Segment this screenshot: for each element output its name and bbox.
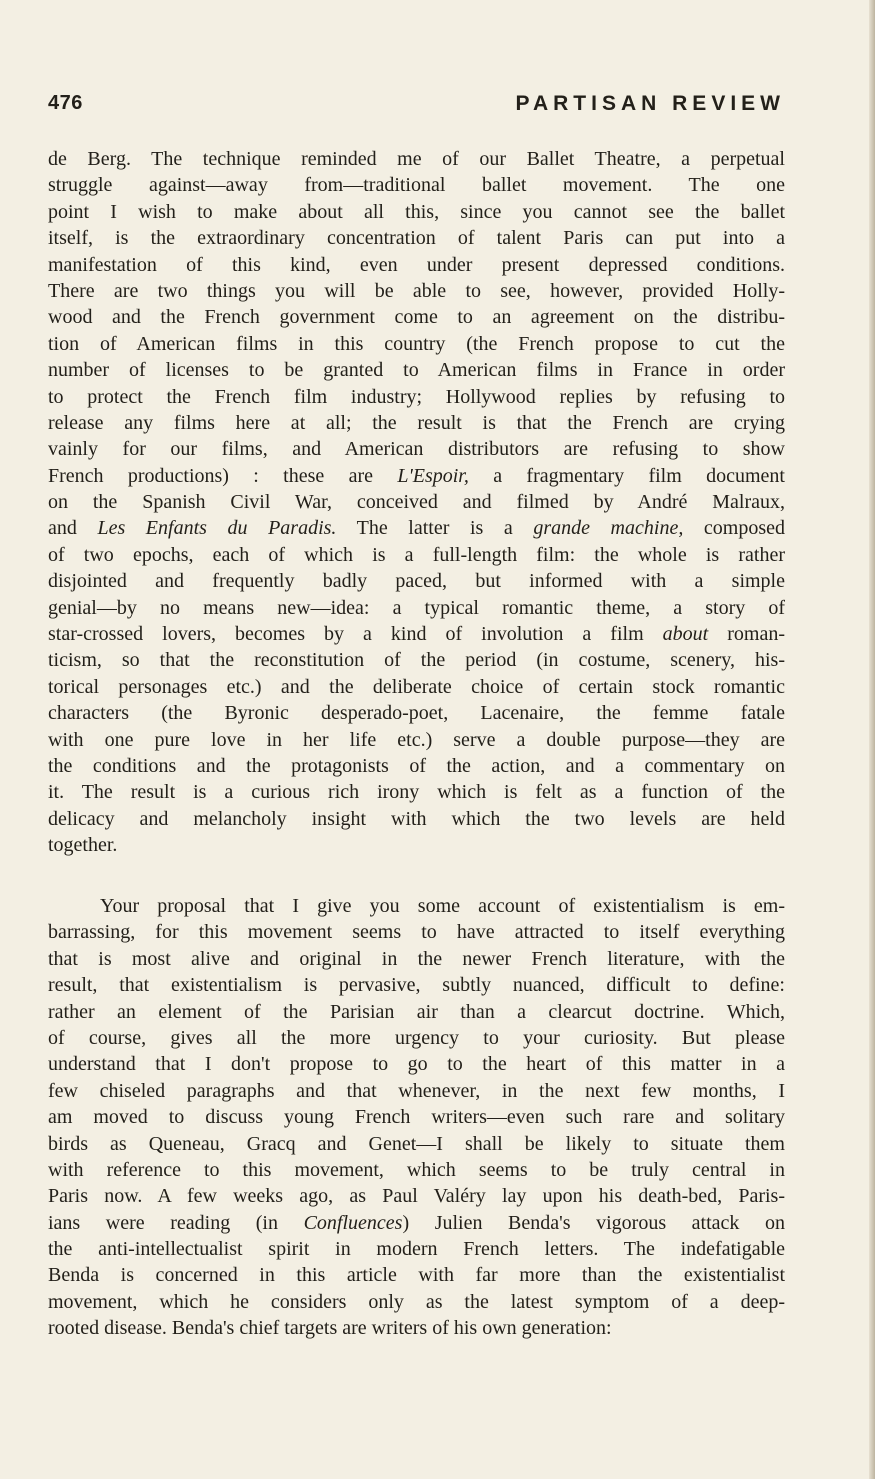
text-line [48,999,785,1025]
text-line [48,199,785,225]
text-segment: number of licenses to be granted to American films in France in order [48,359,785,382]
text-line [48,1289,785,1315]
text-segment: roman- [708,623,785,646]
text-line [48,753,785,779]
text-segment: French productions) : these are [48,464,398,487]
text-line [48,463,785,489]
text-segment: with one pure love in her life etc.) serve a double purpose—they are [48,728,785,751]
text-line [48,1210,785,1236]
text-segment: point I wish to make about all this, since you cannot see the ballet [48,200,785,223]
text-line [48,946,785,972]
text-line [48,146,785,172]
text-line [48,832,785,858]
text-segment: disjointed and frequently badly paced, but informed with a simple [48,570,785,593]
text-line [48,1262,785,1288]
journal-title: PARTISAN REVIEW [515,92,785,115]
text-line [48,1315,785,1341]
italic-text: Confluences [303,1211,403,1234]
text-segment: ians were reading (in [48,1211,304,1234]
text-segment: a fragmentary film document [468,464,785,487]
italic-text: about [662,623,709,646]
text-line [48,568,785,594]
text-segment: of course, gives all the more urgency to your curiosity. But please [48,1026,785,1049]
text-line [48,806,785,832]
text-segment: movement, which he considers only as the latest symptom of a deep- [48,1290,785,1313]
text-line [48,172,785,198]
text-segment: Benda is concerned in this article with far more than the existentialist [48,1264,785,1287]
text-line [48,252,785,278]
text-segment: wood and the French government come to an agreement on the distribu- [48,306,785,329]
text-segment: on the Spanish Civil War, conceived and filmed by André Malraux, [48,491,785,514]
text-segment: torical personages etc.) and the deliberate choice of certain stock romantic [48,675,785,698]
text-segment: of two epochs, each of which is a full-length film: the whole is rather [48,543,785,566]
text-segment: delicacy and melancholy insight with which the two levels are held [48,807,785,830]
paragraph-ballet-films [48,146,785,859]
text-line [48,1078,785,1104]
text-segment: composed [683,517,785,540]
text-segment: to protect the French film industry; Hollywood replies by refusing to [48,385,785,408]
text-segment: the anti-intellectualist spirit in modern French letters. The indefatigable [48,1238,785,1261]
text-segment: understand that I don't propose to go to the heart of this matter in a [48,1053,785,1076]
italic-text: L'Espoir, [397,464,469,487]
text-line [48,410,785,436]
text-line [48,515,785,541]
text-segment: am moved to discuss young French writers—even such rare and solitary [48,1106,785,1129]
text-segment: birds as Queneau, Gracq and Genet—I shall be likely to situate them [48,1132,785,1155]
text-segment: ) Julien Benda's vigorous attack on [402,1211,785,1234]
text-line [48,1025,785,1051]
text-line [48,1157,785,1183]
italic-text: grande machine, [533,517,684,540]
text-line [48,647,785,673]
paragraph-existentialism [48,893,785,1342]
text-segment: together. [48,834,118,857]
text-line [48,674,785,700]
text-segment: manifestation of this kind, even under present depressed conditions. [48,253,785,276]
text-line [48,357,785,383]
page-header [48,92,785,124]
text-segment: ticism, so that the reconstitution of the period (in costume, scenery, his- [48,649,785,672]
text-line [48,1104,785,1130]
text-line [48,621,785,647]
text-segment: the conditions and the protagonists of the action, and a commentary on [48,754,785,777]
text-segment: rooted disease. Benda's chief targets are writers of his own generation: [48,1317,612,1340]
text-line [48,436,785,462]
text-line [48,919,785,945]
text-segment: rather an element of the Parisian air than a clearcut doctrine. Which, [48,1000,785,1023]
text-segment: it. The result is a curious rich irony which is felt as a function of the [48,781,785,804]
text-segment: The latter is a [336,517,534,540]
text-line [48,727,785,753]
text-line [48,700,785,726]
text-segment: There are two things you will be able to see, however, provided Holly- [48,279,785,302]
italic-text: Les Enfants du Paradis. [97,517,337,540]
text-segment: characters (the Byronic desperado-poet, Lacenaire, the femme fatale [48,702,785,725]
page-edge [869,0,875,1479]
text-segment: result, that existentialism is pervasive, subtly nuanced, difficult to define: [48,974,785,997]
text-segment: with reference to this movement, which seems to be truly central in [48,1158,785,1181]
text-line [48,1183,785,1209]
text-segment: that is most alive and original in the newer French literature, with the [48,947,785,970]
text-line [48,331,785,357]
text-line [48,893,785,919]
text-line [48,1051,785,1077]
text-line [48,779,785,805]
text-segment: Paris now. A few weeks ago, as Paul Valéry lay upon his death-bed, Paris- [48,1185,785,1208]
text-line [48,278,785,304]
text-segment: star-crossed lovers, becomes by a kind of involution a film [48,623,663,646]
text-line [48,542,785,568]
text-line [48,972,785,998]
text-line [48,304,785,330]
text-line [48,595,785,621]
page-number: 476 [48,92,83,114]
text-line [48,1236,785,1262]
text-segment: struggle against—away from—traditional ballet movement. The one [48,174,785,197]
text-line [48,225,785,251]
text-segment: vainly for our films, and American distributors are refusing to show [48,438,785,461]
text-line [48,489,785,515]
text-line [48,384,785,410]
text-line [48,1131,785,1157]
text-segment: few chiseled paragraphs and that whenever, in the next few months, I [48,1079,785,1102]
text-segment: tion of American films in this country (the French propose to cut the [48,332,785,355]
text-segment: de Berg. The technique reminded me of our Ballet Theatre, a perpetual [48,148,785,170]
text-segment: barrassing, for this movement seems to have attracted to itself everything [48,921,785,944]
text-segment: and [48,517,98,540]
text-segment: Your proposal that I give you some account of existentialism is em- [100,895,785,917]
text-segment: release any films here at all; the result is that the French are crying [48,411,785,434]
text-segment: itself, is the extraordinary concentration of talent Paris can put into a [48,227,785,250]
text-segment: genial—by no means new—idea: a typical romantic theme, a story of [48,596,785,619]
